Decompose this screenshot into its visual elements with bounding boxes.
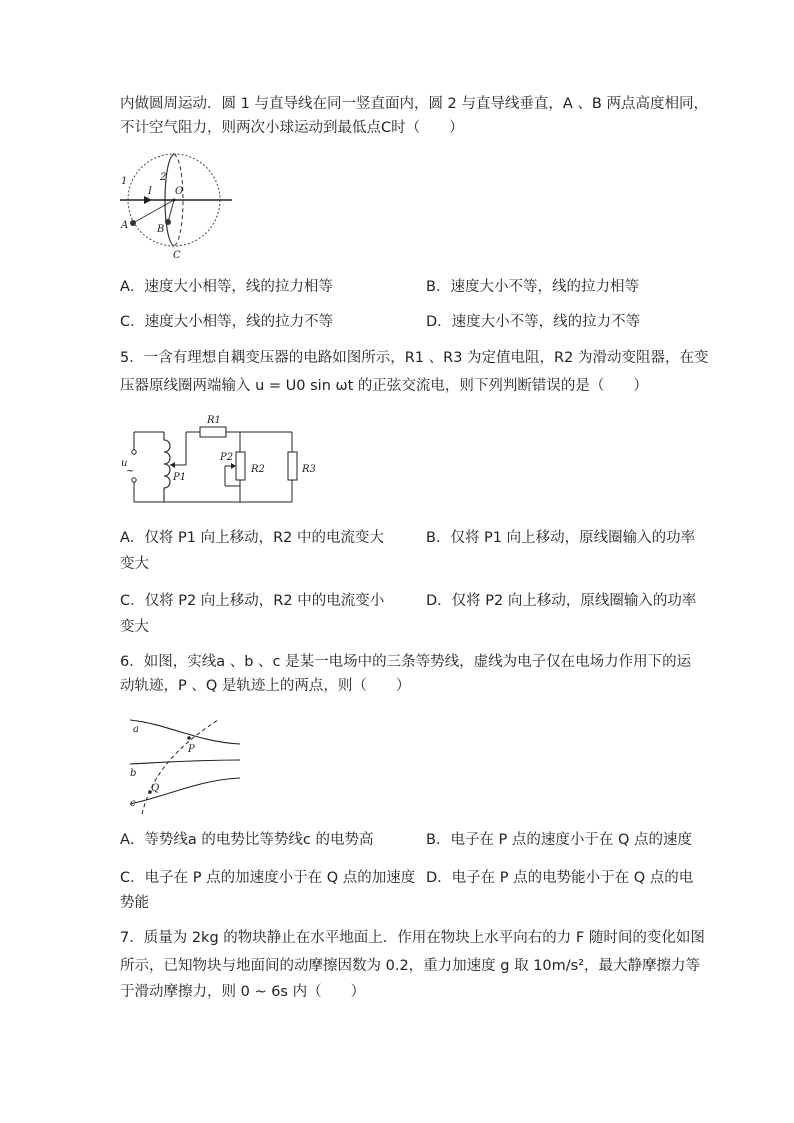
p1-arrow [170,462,175,468]
label-c: c [130,798,136,809]
resistor-r1 [200,427,226,437]
label-current: I [148,186,152,197]
terminal-bottom [132,478,136,482]
q4-option-d: D．速度大小不等，线的拉力不等 [426,314,641,330]
q6-option-a: A．等势线a 的电势比等势线c 的电势高 [120,832,374,848]
q4-stem-line-1: 内做圆周运动．圆 1 与直导线在同一竖直面内，圆 2 与直导线垂直，A 、B 两点高度相同， [120,96,708,112]
q6-option-c: C．电子在 P 点的加速度小于在 Q 点的加速度 [120,870,416,886]
point-p [187,736,191,740]
q7-stem-line-1: 7．质量为 2kg 的物块静止在水平地面上．作用在物块上水平向右的力 F 随时间的变化如图 [120,930,705,946]
label-circle-2: 2 [160,172,167,183]
electron-trajectory [142,720,218,814]
q5-option-a-line-2: 变大 [120,556,149,572]
q7-stem-line-2: 所示，已知物块与地面间的动摩擦因数为 0.2，重力加速度 g 取 10m/s²，最大静摩擦力等 [120,958,701,974]
label-u: u [121,458,128,469]
q6-option-d-line-2: 势能 [120,895,149,911]
current-arrow [144,196,152,204]
label-r3: R3 [302,464,316,475]
label-c: C [173,250,181,261]
q4-option-b: B．速度大小不等，线的拉力相等 [426,279,639,295]
q5-option-a-line-1: A．仅将 P1 向上移动，R2 中的电流变大 [120,530,385,546]
resistor-r3 [288,452,297,480]
label-o: O [175,186,184,197]
q4-stem-line-2: 不计空气阻力，则两次小球运动到最低点C时（ ） [120,120,464,136]
p2-arrow [231,463,236,469]
label-b: B [157,224,165,235]
label-r2: R2 [251,464,265,475]
label-circle-1: 1 [121,176,128,187]
equipotential-b [130,760,240,764]
label-p2: P2 [220,452,234,463]
q4-option-c: C．速度大小相等，线的拉力不等 [120,314,334,330]
q5-option-c-line-2: 变大 [120,619,149,635]
transformer-coil [164,432,170,502]
equipotential-a [130,720,240,744]
label-p1: P1 [173,472,187,483]
label-p: P [188,744,195,755]
q5-option-b: B．仅将 P1 向上移动，原线圈输入的功率 [426,530,696,546]
point-o [173,199,176,202]
label-tilde: ~ [126,466,135,477]
q4-option-a: A．速度大小相等，线的拉力相等 [120,279,333,295]
q6-stem-line-1: 6．如图，实线a 、b 、c 是某一电场中的三条等势线，虚线为电子仅在电场力作用下的运 [120,654,692,670]
label-b: b [130,768,137,779]
label-a: a [133,724,139,735]
label-r1: R1 [207,415,221,426]
q5-option-c-line-1: C．仅将 P2 向上移动，R2 中的电流变小 [120,593,385,609]
label-a: A [121,220,129,231]
q5-stem-line-1: 5．一含有理想自耦变压器的电路如图所示，R1 、R3 为定值电阻，R2 为滑动变阻器，在变 [120,350,709,366]
q5-circuit-figure [118,410,328,510]
q7-stem-line-3: 于滑动摩擦力，则 0 ~ 6s 内（ ） [120,984,366,1000]
ball-a [130,220,136,226]
q4-figure [118,150,238,262]
resistor-r2 [236,452,245,480]
q6-figure [118,712,248,816]
q6-option-d-line-1: D．电子在 P 点的电势能小于在 Q 点的电 [426,870,694,886]
q6-option-b: B．电子在 P 点的速度小于在 Q 点的速度 [426,832,693,848]
label-q: Q [151,783,160,794]
q5-stem-line-2: 压器原线圈两端输入 u = U0 sin ωt 的正弦交流电，则下列判断错误的是（ ） [120,378,648,394]
ball-b [165,219,171,225]
q5-option-d: D．仅将 P2 向上移动，原线圈输入的功率 [426,593,697,609]
terminal-top [132,450,136,454]
q6-stem-line-2: 动轨迹，P 、Q 是轨迹上的两点，则（ ） [120,678,411,694]
